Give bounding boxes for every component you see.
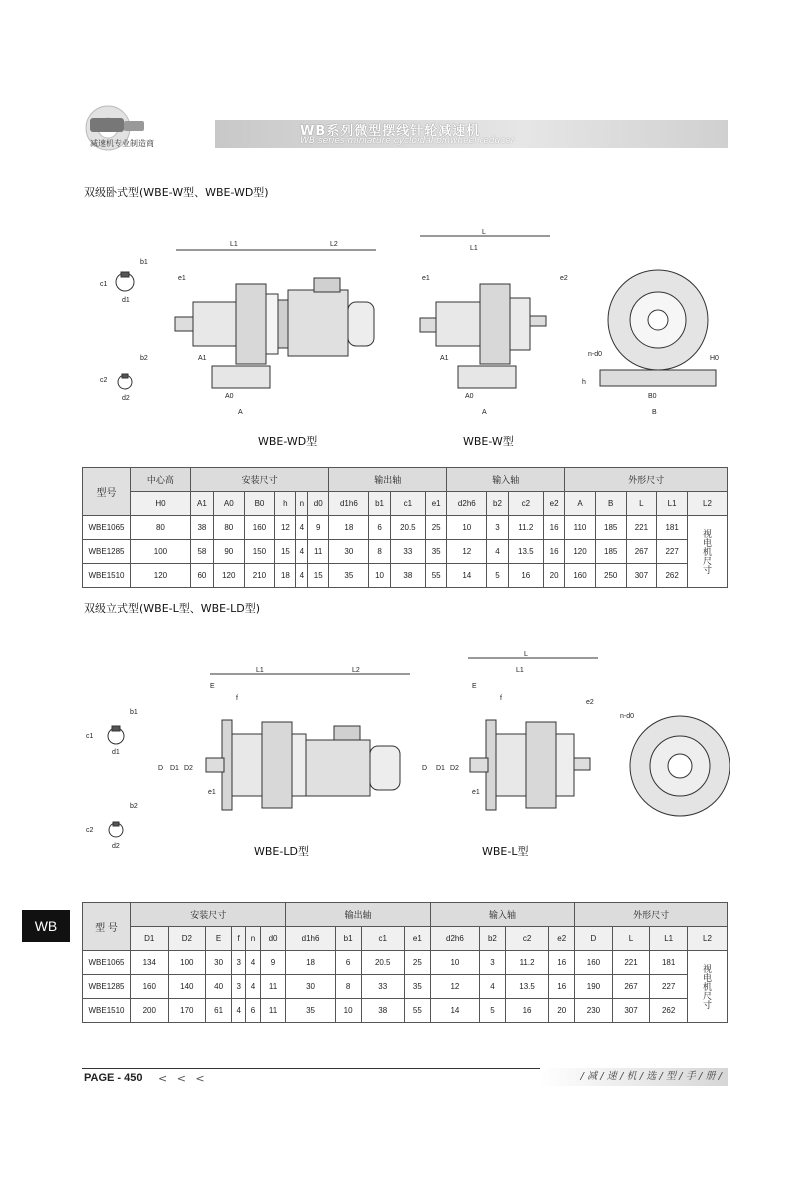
subheader: A1	[190, 492, 213, 516]
table-cell: 160	[131, 975, 169, 999]
table-cell: 140	[168, 975, 206, 999]
label-w-L: L	[482, 229, 486, 236]
table-cell: 100	[131, 540, 191, 564]
table-cell: 8	[335, 975, 361, 999]
table-cell: 60	[190, 564, 213, 588]
label-ld-D2: D2	[184, 765, 193, 772]
section1-title: 双级卧式型(WBE-W型、WBE-WD型)	[84, 186, 269, 199]
table-row	[83, 540, 728, 564]
table-cell: 221	[612, 951, 650, 975]
end-view-drawing	[600, 270, 716, 386]
table-cell: 120	[131, 564, 191, 588]
table-row	[83, 516, 728, 540]
label2-d1: d1	[112, 749, 120, 756]
subheader: L1	[657, 492, 688, 516]
label2-b1: b1	[130, 709, 138, 716]
table-cell: 10	[335, 999, 361, 1023]
table-cell: 16	[544, 540, 565, 564]
table-cell: 13.5	[508, 540, 543, 564]
l2-note: 视电机尺寸	[688, 516, 728, 588]
label-ld-e1: e1	[208, 789, 216, 796]
subheader: A0	[213, 492, 244, 516]
model-header: 型号	[83, 468, 131, 516]
table-cell: 20.5	[390, 516, 425, 540]
caption-wbe-l: WBE-L型	[482, 845, 529, 858]
table-cell: 35	[426, 540, 447, 564]
label2-d2: d2	[112, 843, 120, 850]
table-cell: 307	[626, 564, 657, 588]
label-wd-L2: L2	[330, 241, 338, 248]
label-d2: d2	[122, 395, 130, 402]
table-cell: WBE1510	[83, 564, 131, 588]
table-cell: 160	[565, 564, 596, 588]
table-cell: 80	[213, 516, 244, 540]
table-cell: 80	[131, 516, 191, 540]
table-cell: 16	[508, 564, 543, 588]
table-cell: 16	[549, 951, 575, 975]
label-l-L: L	[524, 651, 528, 658]
table-cell: 25	[426, 516, 447, 540]
label-wd-A0: A0	[225, 393, 234, 400]
label-c2: c2	[100, 377, 108, 384]
table-cell: 12	[275, 516, 296, 540]
table-cell: 190	[575, 975, 613, 999]
table-row	[83, 564, 728, 588]
table-cell: 210	[244, 564, 275, 588]
table-cell: 35	[404, 975, 430, 999]
table-cell: 4	[246, 951, 260, 975]
table-cell: 11.2	[508, 516, 543, 540]
table-cell: 30	[329, 540, 369, 564]
section-side-tab: WB	[22, 910, 70, 942]
label-h: h	[582, 379, 586, 386]
group-header: 输入轴	[447, 468, 565, 492]
table-cell: 4	[487, 540, 508, 564]
header-title-en: WB series miniature cycloidal pinwheel reducer	[300, 136, 515, 146]
table-cell: 11.2	[505, 951, 548, 975]
label-w-A1: A1	[440, 355, 449, 362]
table-cell: 262	[657, 564, 688, 588]
label-wd-A: A	[238, 409, 243, 416]
table-cell: 250	[595, 564, 626, 588]
table-cell: WBE1065	[83, 951, 131, 975]
table-cell: WBE1285	[83, 540, 131, 564]
table-cell: 16	[544, 516, 565, 540]
table-cell: 3	[479, 951, 505, 975]
subheader: e1	[404, 927, 430, 951]
model-header: 型 号	[83, 903, 131, 951]
table-cell: 33	[390, 540, 425, 564]
subheader: c1	[361, 927, 404, 951]
table-cell: 30	[286, 975, 335, 999]
subheader: c1	[390, 492, 425, 516]
label-B0: B0	[648, 393, 657, 400]
subheader: d2h6	[430, 927, 479, 951]
subheader: n	[246, 927, 260, 951]
label2-c2: c2	[86, 827, 94, 834]
subheader: D1	[131, 927, 169, 951]
table-cell: 3	[232, 951, 246, 975]
table-cell: 6	[369, 516, 390, 540]
subheader: E	[206, 927, 232, 951]
table-cell: 227	[650, 975, 688, 999]
table-cell: 14	[430, 999, 479, 1023]
table-cell: 221	[626, 516, 657, 540]
table-cell: 55	[426, 564, 447, 588]
table-cell: 3	[487, 516, 508, 540]
label-ld-L2: L2	[352, 667, 360, 674]
table-cell: 18	[329, 516, 369, 540]
label-B: B	[652, 409, 657, 416]
section2-title: 双级立式型(WBE-L型、WBE-LD型)	[84, 602, 260, 615]
wbe-w-drawing	[420, 236, 550, 388]
label-ld-E: E	[210, 683, 215, 690]
table-cell: 40	[206, 975, 232, 999]
label-l-D1: D1	[436, 765, 445, 772]
spec-table-horizontal	[82, 467, 728, 588]
subheader: c2	[508, 492, 543, 516]
table-cell: 10	[369, 564, 390, 588]
table-cell: 58	[190, 540, 213, 564]
table-cell: 4	[479, 975, 505, 999]
subheader: b1	[369, 492, 390, 516]
subheader: f	[232, 927, 246, 951]
subheader: L	[612, 927, 650, 951]
table-cell: 14	[447, 564, 487, 588]
label-d1: d1	[122, 297, 130, 304]
table-cell: 15	[308, 564, 329, 588]
table-cell: 20	[549, 999, 575, 1023]
label-l-L1: L1	[516, 667, 524, 674]
label-w-A: A	[482, 409, 487, 416]
table-cell: 11	[260, 975, 286, 999]
label2-c1: c1	[86, 733, 94, 740]
subheader: e2	[549, 927, 575, 951]
wbe-l-drawing	[468, 658, 598, 810]
table-cell: 13.5	[505, 975, 548, 999]
page-header	[80, 98, 728, 154]
subheader: d0	[260, 927, 286, 951]
table-cell: 20	[544, 564, 565, 588]
shaft-detail-1	[116, 272, 134, 389]
table-cell: 100	[168, 951, 206, 975]
label-l-D2: D2	[450, 765, 459, 772]
table-cell: 160	[244, 516, 275, 540]
table-cell: 18	[286, 951, 335, 975]
subheader: B	[595, 492, 626, 516]
table-cell: 11	[260, 999, 286, 1023]
table-cell: 5	[479, 999, 505, 1023]
table-row	[83, 951, 728, 975]
table-cell: 262	[650, 999, 688, 1023]
table-cell: 30	[206, 951, 232, 975]
table-cell: 16	[505, 999, 548, 1023]
page-number: PAGE - 450	[84, 1072, 143, 1084]
table-cell: 25	[404, 951, 430, 975]
table-cell: 38	[390, 564, 425, 588]
table-cell: 55	[404, 999, 430, 1023]
table-cell: 35	[286, 999, 335, 1023]
label-ld-L1: L1	[256, 667, 264, 674]
table-cell: 4	[296, 564, 308, 588]
label-H0: H0	[710, 355, 719, 362]
label-w-e2: e2	[560, 275, 568, 282]
table-row	[83, 975, 728, 999]
label-w-L1: L1	[470, 245, 478, 252]
label-nd0: n-d0	[588, 351, 603, 358]
subheader: L1	[650, 927, 688, 951]
group-header: 安装尺寸	[131, 903, 286, 927]
label-l-f: f	[500, 695, 502, 702]
table-cell: 90	[213, 540, 244, 564]
table-cell: 10	[430, 951, 479, 975]
group-header: 安装尺寸	[190, 468, 328, 492]
table-cell: 5	[487, 564, 508, 588]
table-cell: 35	[329, 564, 369, 588]
subheader: A	[565, 492, 596, 516]
group-header: 输出轴	[329, 468, 447, 492]
subheader: n	[296, 492, 308, 516]
table-cell: 16	[549, 975, 575, 999]
table-cell: 185	[595, 516, 626, 540]
table-row	[83, 999, 728, 1023]
table-cell: 6	[246, 999, 260, 1023]
table-cell: WBE1510	[83, 999, 131, 1023]
label-l-e1: e1	[472, 789, 480, 796]
table-cell: 20.5	[361, 951, 404, 975]
label-wd-L1: L1	[230, 241, 238, 248]
table-cell: 4	[246, 975, 260, 999]
subheader: e2	[544, 492, 565, 516]
subheader: d2h6	[447, 492, 487, 516]
label-ld-D1: D1	[170, 765, 179, 772]
wbe-wd-drawing	[175, 250, 376, 388]
caption-wbe-ld: WBE-LD型	[254, 845, 309, 858]
caption-wbe-wd: WBE-WD型	[258, 435, 318, 448]
table-cell: 4	[232, 999, 246, 1023]
subheader: H0	[131, 492, 191, 516]
subheader: d1h6	[286, 927, 335, 951]
label-b2: b2	[140, 355, 148, 362]
subheader: b2	[487, 492, 508, 516]
table-cell: 170	[168, 999, 206, 1023]
group-header: 中心高	[131, 468, 191, 492]
table-cell: 267	[612, 975, 650, 999]
table-cell: 9	[308, 516, 329, 540]
table-cell: 227	[657, 540, 688, 564]
label-l-D: D	[422, 765, 428, 772]
subheader: D	[575, 927, 613, 951]
subheader: L2	[688, 927, 728, 951]
vertical-reducer-drawings	[80, 650, 730, 860]
label-c1: c1	[100, 281, 108, 288]
subheader: D2	[168, 927, 206, 951]
subheader: h	[275, 492, 296, 516]
subheader: e1	[426, 492, 447, 516]
subheader: B0	[244, 492, 275, 516]
table-cell: 33	[361, 975, 404, 999]
table-cell: 38	[190, 516, 213, 540]
table-cell: 12	[430, 975, 479, 999]
table-cell: 6	[335, 951, 361, 975]
table-cell: 15	[275, 540, 296, 564]
table-cell: 3	[232, 975, 246, 999]
label-wd-A1: A1	[198, 355, 207, 362]
table-cell: 181	[657, 516, 688, 540]
horizontal-reducer-drawings	[80, 220, 730, 450]
header-title-cn: WB系列微型摆线针轮减速机	[300, 124, 481, 139]
label-w-e1: e1	[422, 275, 430, 282]
table-cell: 61	[206, 999, 232, 1023]
table-cell: 134	[131, 951, 169, 975]
subheader: c2	[505, 927, 548, 951]
table-cell: 200	[131, 999, 169, 1023]
table-cell: 181	[650, 951, 688, 975]
label-w-A0: A0	[465, 393, 474, 400]
table-cell: 160	[575, 951, 613, 975]
flange-end-view	[630, 716, 730, 816]
subheader: b1	[335, 927, 361, 951]
label-l-E: E	[472, 683, 477, 690]
group-header: 输出轴	[286, 903, 430, 927]
table-cell: 9	[260, 951, 286, 975]
table-cell: 307	[612, 999, 650, 1023]
l2-note: 视电机尺寸	[688, 951, 728, 1023]
table-cell: 4	[296, 540, 308, 564]
subheader: b2	[479, 927, 505, 951]
caption-wbe-w: WBE-W型	[463, 435, 514, 448]
label-l-e2: e2	[586, 699, 594, 706]
label-ld-D: D	[158, 765, 164, 772]
table-cell: 8	[369, 540, 390, 564]
subheader: d0	[308, 492, 329, 516]
group-header: 外形尺寸	[565, 468, 728, 492]
subheader: d1h6	[329, 492, 369, 516]
spec-table-vertical	[82, 902, 728, 1023]
group-header: 外形尺寸	[575, 903, 728, 927]
table-cell: 11	[308, 540, 329, 564]
table-cell: 230	[575, 999, 613, 1023]
table-cell: 110	[565, 516, 596, 540]
table-cell: 18	[275, 564, 296, 588]
table-cell: WBE1285	[83, 975, 131, 999]
table-cell: 12	[447, 540, 487, 564]
table-cell: 10	[447, 516, 487, 540]
table-cell: 38	[361, 999, 404, 1023]
footer-arrows-icon: < < <	[158, 1072, 208, 1085]
label-b1: b1	[140, 259, 148, 266]
table-cell: 150	[244, 540, 275, 564]
label-ld-f: f	[236, 695, 238, 702]
subheader: L	[626, 492, 657, 516]
subheader: L2	[688, 492, 728, 516]
footer-manual-title: / 减 / 速 / 机 / 选 / 型 / 手 / 册 /	[540, 1068, 728, 1086]
header-tagline: 减速机专业制造商	[90, 139, 154, 148]
label-wd-e1: e1	[178, 275, 186, 282]
label-flange-nd0: n-d0	[620, 713, 635, 720]
table-cell: 4	[296, 516, 308, 540]
table-cell: 120	[213, 564, 244, 588]
table-cell: 120	[565, 540, 596, 564]
table-cell: WBE1065	[83, 516, 131, 540]
label2-b2: b2	[130, 803, 138, 810]
group-header: 输入轴	[430, 903, 574, 927]
shaft-detail-2	[108, 726, 124, 837]
table-cell: 185	[595, 540, 626, 564]
table-cell: 267	[626, 540, 657, 564]
